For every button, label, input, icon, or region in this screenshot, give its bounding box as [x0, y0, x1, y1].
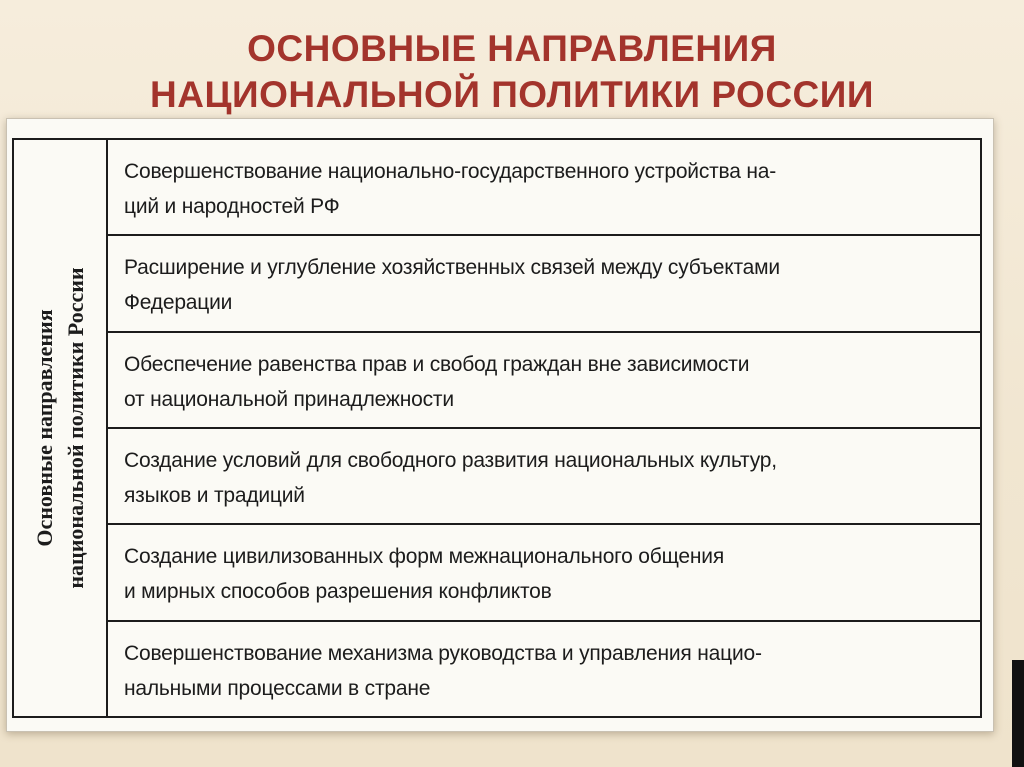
row-text-line: и мирных способов разрешения конфликтов: [124, 580, 552, 604]
side-header-label: [29, 148, 91, 708]
table-rows: [108, 140, 980, 716]
row-text-line: от национальной принадлежности: [124, 387, 454, 411]
table-row: [108, 333, 980, 429]
row-text-line: Обеспечение равенства прав и свобод граждан вне зависимости: [124, 352, 750, 376]
side-header-line-1: Основные направления: [32, 309, 57, 547]
table-row: [108, 236, 980, 332]
policy-table: [12, 138, 982, 718]
page-edge-decoration: [1012, 660, 1024, 767]
row-text-line: ций и народностей РФ: [124, 195, 340, 218]
page-title-line-2: НАЦИОНАЛЬНОЙ ПОЛИТИКИ РОССИИ: [150, 74, 874, 115]
side-header-line-2: национальной политики России: [63, 267, 88, 589]
side-header-cell: [14, 140, 108, 716]
table-row: [108, 525, 980, 621]
page-title-line-1: ОСНОВНЫЕ НАПРАВЛЕНИЯ: [247, 28, 777, 69]
table-row: [108, 140, 980, 236]
table-row: [108, 622, 980, 716]
row-text-line: нальными процессами в стране: [124, 676, 431, 700]
row-text-line: Совершенствование национально-государственного устройства на-: [124, 160, 777, 183]
row-text-line: Федерации: [124, 291, 233, 315]
row-text-line: Совершенствование механизма руководства и управления нацио-: [124, 641, 762, 665]
row-text-line: языков и традиций: [124, 483, 305, 507]
page-title: [0, 26, 1024, 118]
table-row: [108, 429, 980, 525]
row-text-line: Создание условий для свободного развития национальных культур,: [124, 448, 777, 472]
row-text-line: Создание цивилизованных форм межнационального общения: [124, 545, 725, 569]
row-text-line: Расширение и углубление хозяйственных связей между субъектами: [124, 256, 780, 280]
